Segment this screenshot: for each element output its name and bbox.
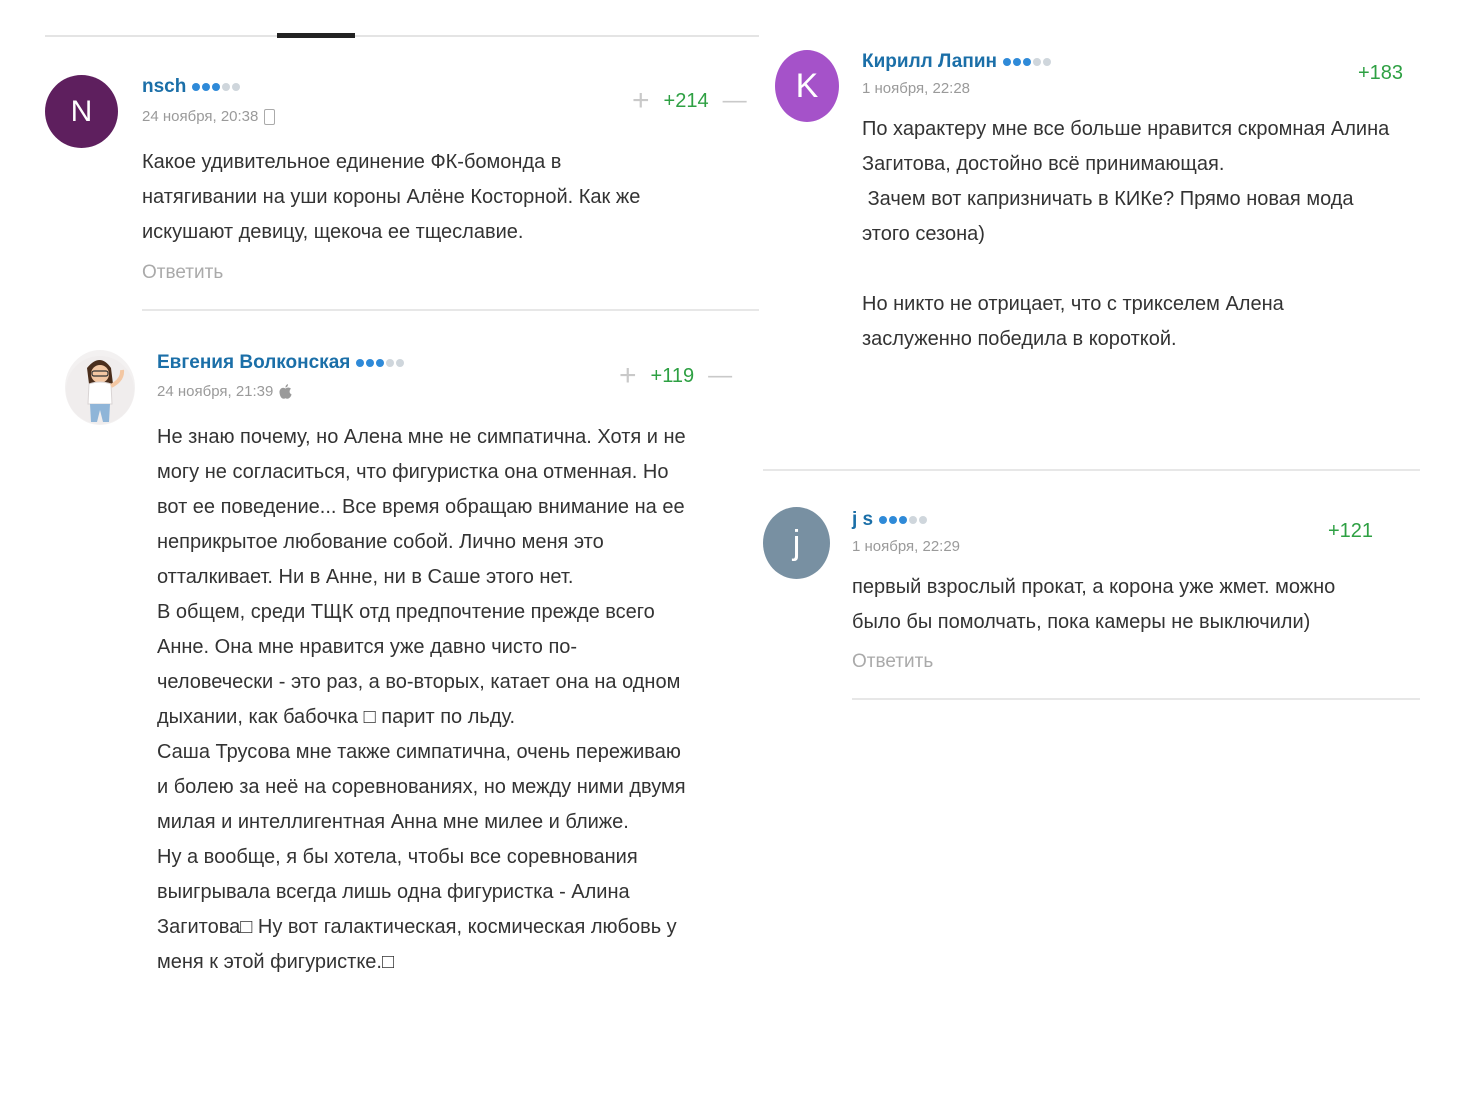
comment-text-line: Но никто не отрицает, что с трикселем Алена [862, 293, 1284, 315]
comment-score: +214 [663, 89, 709, 112]
comment-date: 24 ноября, 21:39 [157, 383, 274, 400]
avatar-letter: N [70, 94, 93, 128]
comment-text-line: По характеру мне все больше нравится скромная Алина [862, 118, 1390, 140]
comment-text-line: человечески - это раз, а во-вторых, катает она на одном [157, 671, 681, 693]
comment-text-line: Ну а вообще, я бы хотела, чтобы все соревнования [157, 846, 638, 868]
comment-date-row [157, 383, 292, 400]
comment-text-line: Какое удивительное единение ФК-бомонда в [142, 151, 562, 173]
comment-text-line [862, 252, 1452, 287]
vote-controls [619, 361, 732, 391]
rating-dot-filled [376, 359, 384, 367]
rating-dot-empty [396, 359, 404, 367]
comment-date: 1 ноября, 22:28 [862, 80, 971, 97]
rating-dot-filled [879, 516, 887, 524]
comment-date-row [852, 538, 960, 555]
avatar[interactable] [775, 50, 839, 122]
comment-text-line: и болею за неё на соревнованиях, но между ними двумя [157, 776, 686, 798]
comment-date: 1 ноября, 22:29 [852, 538, 961, 555]
avatar-letter: K [795, 66, 819, 105]
comment-text-line: неприкрытое любование собой. Лично меня это [157, 531, 604, 553]
reply-link[interactable]: Ответить [852, 651, 934, 672]
comment-text-line: вот ее поведение... Все время обращаю внимание на ее [157, 496, 685, 518]
rating-dot-filled [1013, 58, 1021, 66]
username-row [862, 51, 1051, 73]
comment-text-line: Загитова, достойно всё принимающая. [862, 153, 1225, 175]
user-rating-dots [192, 83, 240, 91]
comment-text-line: милая и интеллигентная Анна мне милее и ближе. [157, 811, 629, 833]
username-row [157, 352, 404, 374]
comment-text [157, 420, 757, 980]
upvote-button[interactable]: + [619, 359, 637, 392]
apple-icon [279, 384, 292, 399]
comment-text [852, 570, 1432, 640]
comment-text-line: Загитова□ Ну вот галактическая, космическая любовь у [157, 916, 677, 938]
comment-score: +183 [1358, 62, 1404, 84]
downvote-button[interactable]: — [708, 362, 733, 389]
rating-dot-empty [222, 83, 230, 91]
vote-controls [632, 86, 747, 116]
avatar-girl-illustration [65, 350, 135, 425]
comment-text-line: искушают девицу, щекоча ее тщеславие. [142, 221, 524, 243]
comment-text-line: выигрывала всегда лишь одна фигуристка - Алина [157, 881, 630, 903]
comment-text [142, 145, 752, 250]
comment-date-row [862, 80, 970, 97]
avatar[interactable] [763, 507, 830, 579]
upvote-button[interactable]: + [632, 84, 650, 117]
comment-text-line: натягивании на уши короны Алёне Косторной. Как же [142, 186, 641, 208]
username-link[interactable]: j s [852, 509, 874, 530]
comment-text-line: Зачем вот капризничать в КИКе? Прямо новая мода [862, 188, 1354, 210]
username-row [852, 509, 927, 531]
user-rating-dots [879, 516, 927, 524]
comment-text-line: дыхании, как бабочка □ парит по льду. [157, 706, 516, 728]
rating-dot-empty [232, 83, 240, 91]
comment-divider [142, 309, 759, 311]
comment-text-line: меня к этой фигуристке.□ [157, 951, 395, 973]
comment-text-line: первый взрослый прокат, а корона уже жмет. можно [852, 576, 1336, 598]
rating-dot-filled [212, 83, 220, 91]
rating-dot-filled [356, 359, 364, 367]
rating-dot-filled [1003, 58, 1011, 66]
comment-divider [852, 698, 1420, 700]
tabs-underline [45, 35, 759, 37]
comment-text [862, 112, 1452, 357]
comment-score: +121 [1328, 520, 1374, 542]
rating-dot-empty [1043, 58, 1051, 66]
comment-text-line: отталкивает. Ни в Анне, ни в Саше этого нет. [157, 566, 574, 588]
comment-text-line: могу не согласиться, что фигуристка она отменная. Но [157, 461, 669, 483]
username-link[interactable]: Евгения Волконская [157, 352, 351, 373]
rating-dot-empty [1033, 58, 1041, 66]
comment-text-line: Анне. Она мне нравится уже давно чисто по- [157, 636, 578, 658]
rating-dot-filled [889, 516, 897, 524]
avatar[interactable] [45, 75, 118, 148]
comment-text-line: Саша Трусова мне также симпатична, очень переживаю [157, 741, 681, 763]
comment-text-line: В общем, среди ТЩК отд предпочтение прежде всего [157, 601, 655, 623]
comment-text-line: было бы помолчать, пока камеры не выключили) [852, 611, 1311, 633]
comment-text-line: Не знаю почему, но Алена мне не симпатична. Хотя и не [157, 426, 686, 448]
active-tab-indicator [277, 33, 355, 38]
rating-dot-empty [386, 359, 394, 367]
rating-dot-empty [919, 516, 927, 524]
reply-link[interactable]: Ответить [142, 262, 224, 283]
comment-text-line: этого сезона) [862, 223, 985, 245]
comment-divider [763, 469, 1420, 471]
comment-score: +119 [650, 364, 695, 387]
rating-dot-filled [1023, 58, 1031, 66]
avatar[interactable] [65, 350, 135, 425]
rating-dot-filled [202, 83, 210, 91]
rating-dot-empty [909, 516, 917, 524]
username-row [142, 76, 240, 98]
user-rating-dots [356, 359, 404, 367]
comment-date: 24 ноября, 20:38 [142, 108, 259, 125]
mobile-device-icon [264, 109, 275, 125]
avatar-letter: j [792, 523, 801, 562]
username-link[interactable]: Кирилл Лапин [862, 51, 997, 72]
rating-dot-filled [366, 359, 374, 367]
user-rating-dots [1003, 58, 1051, 66]
downvote-button[interactable]: — [722, 87, 747, 114]
comment-text-line: заслуженно победила в короткой. [862, 328, 1177, 350]
rating-dot-filled [899, 516, 907, 524]
rating-dot-filled [192, 83, 200, 91]
comment-date-row [142, 108, 275, 125]
username-link[interactable]: nsch [142, 76, 187, 97]
